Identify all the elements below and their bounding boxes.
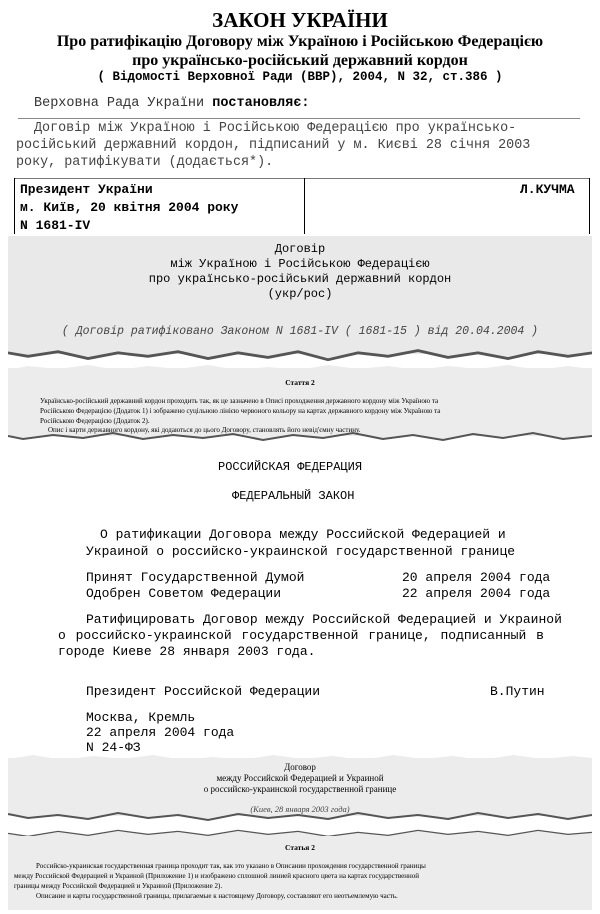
ru-body-line-1: Ратифицировать Договор между Российской Федерацией и Украиной	[86, 612, 562, 627]
ru-date: 22 апреля 2004 года	[86, 725, 235, 740]
ua-intro	[34, 96, 309, 111]
ru-article-title: Статья 2	[285, 843, 315, 852]
ua-intro-bold: постановляє:	[212, 96, 310, 111]
ru-treaty-line-1: Договор	[284, 762, 316, 772]
ru-law-number: N 24-ФЗ	[86, 740, 141, 755]
ru-article-line-2: между Российской Федерацией и Украиной (Приложение 1) и изображено сплошной линией красного цвета на картах государственной	[14, 872, 419, 880]
ru-council-date: 22 апреля 2004 года	[402, 586, 551, 601]
ua-law-title: ЗАКОН УКРАЇНИ	[212, 8, 388, 32]
ua-article-line-4: Опис і карти державного кордону, які додаються до цього Договору, становлять його невід'ємну частину.	[48, 426, 361, 434]
signature-box-top	[14, 178, 590, 179]
ru-duma-date: 20 апреля 2004 года	[402, 570, 551, 585]
ua-signer: Л.КУЧМА	[520, 182, 575, 197]
ua-treaty-line-2: між Україною і Російською Федерацією	[170, 257, 430, 271]
ru-president-label: Президент Российской Федерации	[86, 684, 321, 699]
ua-paragraph-line-1: Договір між Україною і Російською Федерацією про українсько-	[34, 121, 517, 136]
torn-edge-top	[8, 362, 592, 372]
signature-box-left	[14, 178, 15, 234]
ru-article-line-3: границы между Российской Федерацией и Украиной (Приложение 2).	[14, 882, 223, 890]
ru-treaty-place-date: (Киев, 28 января 2003 года)	[250, 804, 350, 814]
signature-box-right	[589, 178, 590, 234]
ua-treaty-line-1: Договір	[274, 242, 326, 256]
ru-duma-label: Принят Государственной Думой	[86, 570, 305, 585]
ua-intro-text: Верховна Рада України	[34, 96, 213, 111]
ua-paragraph-top-rule	[18, 118, 580, 119]
signature-box-divider	[304, 178, 305, 234]
ru-treaty-line-2: между Российской Федерацией и Украиной	[216, 773, 384, 783]
ua-paragraph-line-2: російський державний кордон, підписаний у м. Києві 28 січня 2003	[16, 138, 531, 153]
ru-article-line-1: Российско-украинская государственная граница проходит так, как это указано в Описании прохождения государственной границы	[36, 862, 426, 870]
ru-body-line-2: о российско-украинской государственной границе, подписанный в	[58, 628, 544, 643]
ru-title-line-2: Украиной о российско-украинской государственной границе	[86, 544, 516, 559]
ua-article-line-2: Російською Федерацією (Додаток 1) і зображено суцільною лінією червоного кольору на картах державного кордону між Україною та	[40, 407, 441, 415]
ua-treaty-line-4: (укр/рос)	[267, 287, 333, 301]
ua-gazette-reference: ( Відомості Верховної Ради (ВВР), 2004, N 32, ст.386 )	[97, 70, 503, 84]
ua-law-number: N 1681-IV	[20, 218, 91, 233]
torn-edge	[8, 346, 592, 362]
ua-article-title: Стаття 2	[285, 378, 315, 387]
ru-council-label: Одобрен Советом Федерации	[86, 586, 282, 601]
ru-city: Москва, Кремль	[86, 710, 196, 725]
ru-article-line-4: Описание и карты государственной границы, прилагаемые к настоящему Договору, составляют его неотъемлемую часть.	[36, 892, 398, 900]
ua-treaty-line-3: про українсько-російський державний кордон	[148, 272, 452, 286]
ru-title-line-1: О ратификации Договора между Российской Федерацией и	[100, 527, 506, 542]
ua-paragraph-line-3: року, ратифікувати (додається*).	[16, 155, 274, 170]
ru-body-line-3: городе Киеве 28 января 2003 года.	[58, 644, 316, 659]
ru-law-type: ФЕДЕРАЛЬНЫЙ ЗАКОН	[232, 489, 355, 503]
ru-signer: В.Путин	[490, 684, 545, 699]
ua-treaty-ratified: ( Договір ратифіковано Законом N 1681-IV ( 1681-15 ) від 20.04.2004 )	[61, 325, 539, 338]
ua-city-date: м. Київ, 20 квітня 2004 року	[20, 200, 239, 215]
ua-president-label: Президент України	[20, 182, 153, 197]
ua-article-line-1: Українсько-російський державний кордон проходить так, як це зазначено в Описі проходження державного кордону між Україною та	[40, 397, 439, 405]
ua-article-line-3: Російською Федерацією (Додаток 2).	[40, 417, 150, 425]
ua-law-subtitle-1: Про ратифікацію Договору між Україною і Російською Федерацією	[56, 33, 544, 50]
ru-country: РОССИЙСКАЯ ФЕДЕРАЦИЯ	[218, 460, 363, 474]
torn-edge-top	[8, 752, 592, 762]
ua-law-subtitle-2: про українсько-російський державний кордон	[132, 52, 468, 69]
ru-treaty-line-3: о российско-украинской государственной границе	[203, 784, 397, 794]
